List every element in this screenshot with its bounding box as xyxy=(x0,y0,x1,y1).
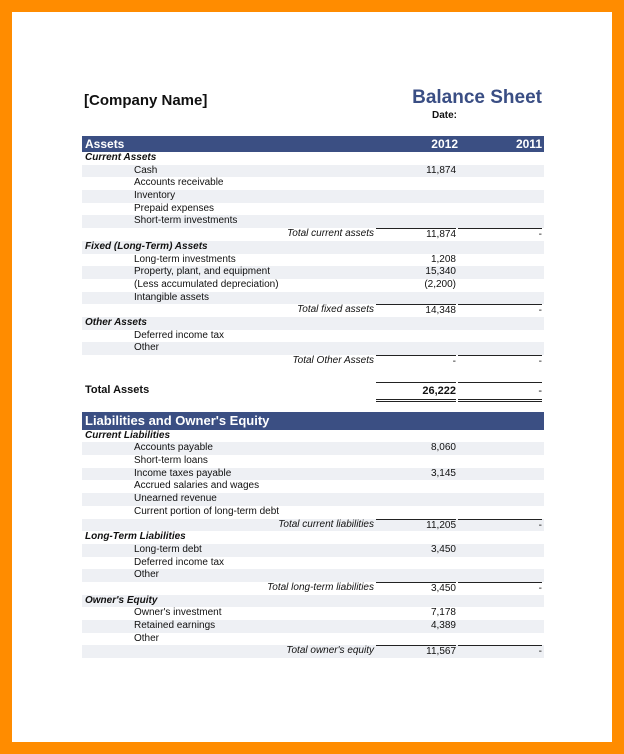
table-row xyxy=(82,203,544,216)
subtotal-label: Total Other Assets xyxy=(292,355,374,366)
spacer xyxy=(82,368,544,380)
line-item-label: Retained earnings xyxy=(134,620,216,631)
line-item-label: Deferred income tax xyxy=(134,556,225,568)
line-item-label: Accounts receivable xyxy=(134,177,224,189)
line-item-label: Property, plant, and equipment xyxy=(134,266,271,278)
line-item-label: Accrued salaries and wages xyxy=(134,480,260,492)
year-header-2012: 2012 xyxy=(431,137,458,151)
subtotal-label: Total current assets xyxy=(287,228,374,240)
subtotal-label: Total long-term liabilities xyxy=(267,581,374,593)
category-label: Current Liabilities xyxy=(85,429,171,441)
line-item-label: Other xyxy=(134,569,160,581)
value-2012: 15,340 xyxy=(425,266,456,278)
value-2012: 11,874 xyxy=(426,164,456,176)
subtotal-2011: - xyxy=(458,355,542,369)
table-row xyxy=(82,620,544,633)
table-row xyxy=(82,557,544,570)
section-banner xyxy=(82,412,544,430)
section-heading: Assets xyxy=(85,137,125,151)
date-label: Date: xyxy=(432,110,458,121)
subtotal-2011: - xyxy=(458,304,542,318)
subtotal-2011: - xyxy=(458,645,542,659)
table-row xyxy=(82,254,544,267)
line-item-label: Inventory xyxy=(134,190,176,202)
table-row xyxy=(82,304,544,317)
value-2012: 8,060 xyxy=(430,442,456,454)
table-row xyxy=(82,152,544,165)
table-row xyxy=(82,241,544,254)
table-row xyxy=(82,228,544,241)
category-label: Fixed (Long-Term) Assets xyxy=(85,240,208,252)
balance-table xyxy=(82,136,544,658)
table-row xyxy=(82,645,544,658)
line-item-label: (Less accumulated depreciation) xyxy=(134,278,279,290)
table-row xyxy=(82,215,544,228)
table-row xyxy=(82,531,544,544)
subtotal-2012: - xyxy=(376,355,456,369)
category-label: Long-Term Liabilities xyxy=(85,531,186,543)
subtotal-label: Total current liabilities xyxy=(278,518,374,530)
value-2012: 7,178 xyxy=(430,607,456,619)
line-item-label: Accounts payable xyxy=(134,442,213,454)
subtotal-2012: 11,874 xyxy=(376,228,456,242)
table-row xyxy=(82,506,544,519)
table-row xyxy=(82,519,544,532)
subtotal-2012: 11,205 xyxy=(376,519,456,533)
table-row xyxy=(82,177,544,190)
line-item-label: Owner's investment xyxy=(134,607,222,619)
table-row xyxy=(82,190,544,203)
total-assets-2012: 26,222 xyxy=(376,382,456,402)
table-row xyxy=(82,480,544,493)
year-header-2011: 2011 xyxy=(515,137,542,151)
value-2012: 3,450 xyxy=(430,543,456,555)
line-item-label: Unearned revenue xyxy=(134,493,217,505)
subtotal-2012: 11,567 xyxy=(376,645,456,659)
table-row xyxy=(82,430,544,443)
company-name: [Company Name] xyxy=(84,92,208,109)
table-row xyxy=(82,595,544,608)
section-heading: Liabilities and Owner's Equity xyxy=(85,412,270,428)
total-assets-2011: - xyxy=(458,382,542,402)
line-item-label: Other xyxy=(134,632,160,644)
table-row xyxy=(82,266,544,279)
table-row xyxy=(82,582,544,595)
table-row xyxy=(82,279,544,292)
subtotal-2011: - xyxy=(458,228,542,242)
subtotal-2011: - xyxy=(458,582,542,596)
category-label: Current Assets xyxy=(85,152,157,163)
section-banner xyxy=(82,136,544,152)
line-item-label: Prepaid expenses xyxy=(134,202,215,214)
table-row xyxy=(82,292,544,305)
line-item-label: Income taxes payable xyxy=(134,467,232,479)
table-row xyxy=(82,607,544,620)
line-item-label: Current portion of long-term debt xyxy=(134,505,280,517)
page-title: Balance Sheet xyxy=(412,87,542,108)
table-row xyxy=(82,342,544,355)
value-2012: (2,200) xyxy=(424,278,456,290)
table-row xyxy=(82,455,544,468)
line-item-label: Cash xyxy=(134,164,158,176)
subtotal-2011: - xyxy=(458,519,542,533)
category-label: Owner's Equity xyxy=(85,594,158,606)
total-assets-label: Total Assets xyxy=(85,383,150,396)
table-row xyxy=(82,330,544,343)
table-row xyxy=(82,317,544,330)
subtotal-label: Total fixed assets xyxy=(297,304,374,316)
table-row xyxy=(82,633,544,646)
value-2012: 1,208 xyxy=(430,253,456,265)
table-row xyxy=(82,493,544,506)
table-row xyxy=(82,468,544,481)
category-label: Other Assets xyxy=(85,316,147,328)
subtotal-label: Total owner's equity xyxy=(286,645,374,657)
line-item-label: Long-term investments xyxy=(134,253,236,265)
table-row xyxy=(82,544,544,557)
line-item-label: Short-term loans xyxy=(134,455,208,467)
table-row xyxy=(82,569,544,582)
total-assets-row xyxy=(82,380,544,400)
line-item-label: Long-term debt xyxy=(134,543,202,555)
line-item-label: Other xyxy=(134,342,160,354)
table-row xyxy=(82,165,544,178)
line-item-label: Deferred income tax xyxy=(134,329,225,341)
line-item-label: Short-term investments xyxy=(134,215,238,227)
balance-sheet-page xyxy=(12,12,612,742)
subtotal-2012: 3,450 xyxy=(376,582,456,596)
table-row xyxy=(82,355,544,368)
value-2012: 4,389 xyxy=(430,620,456,631)
value-2012: 3,145 xyxy=(430,467,456,479)
line-item-label: Intangible assets xyxy=(134,291,210,303)
subtotal-2012: 14,348 xyxy=(376,304,456,318)
table-row xyxy=(82,442,544,455)
